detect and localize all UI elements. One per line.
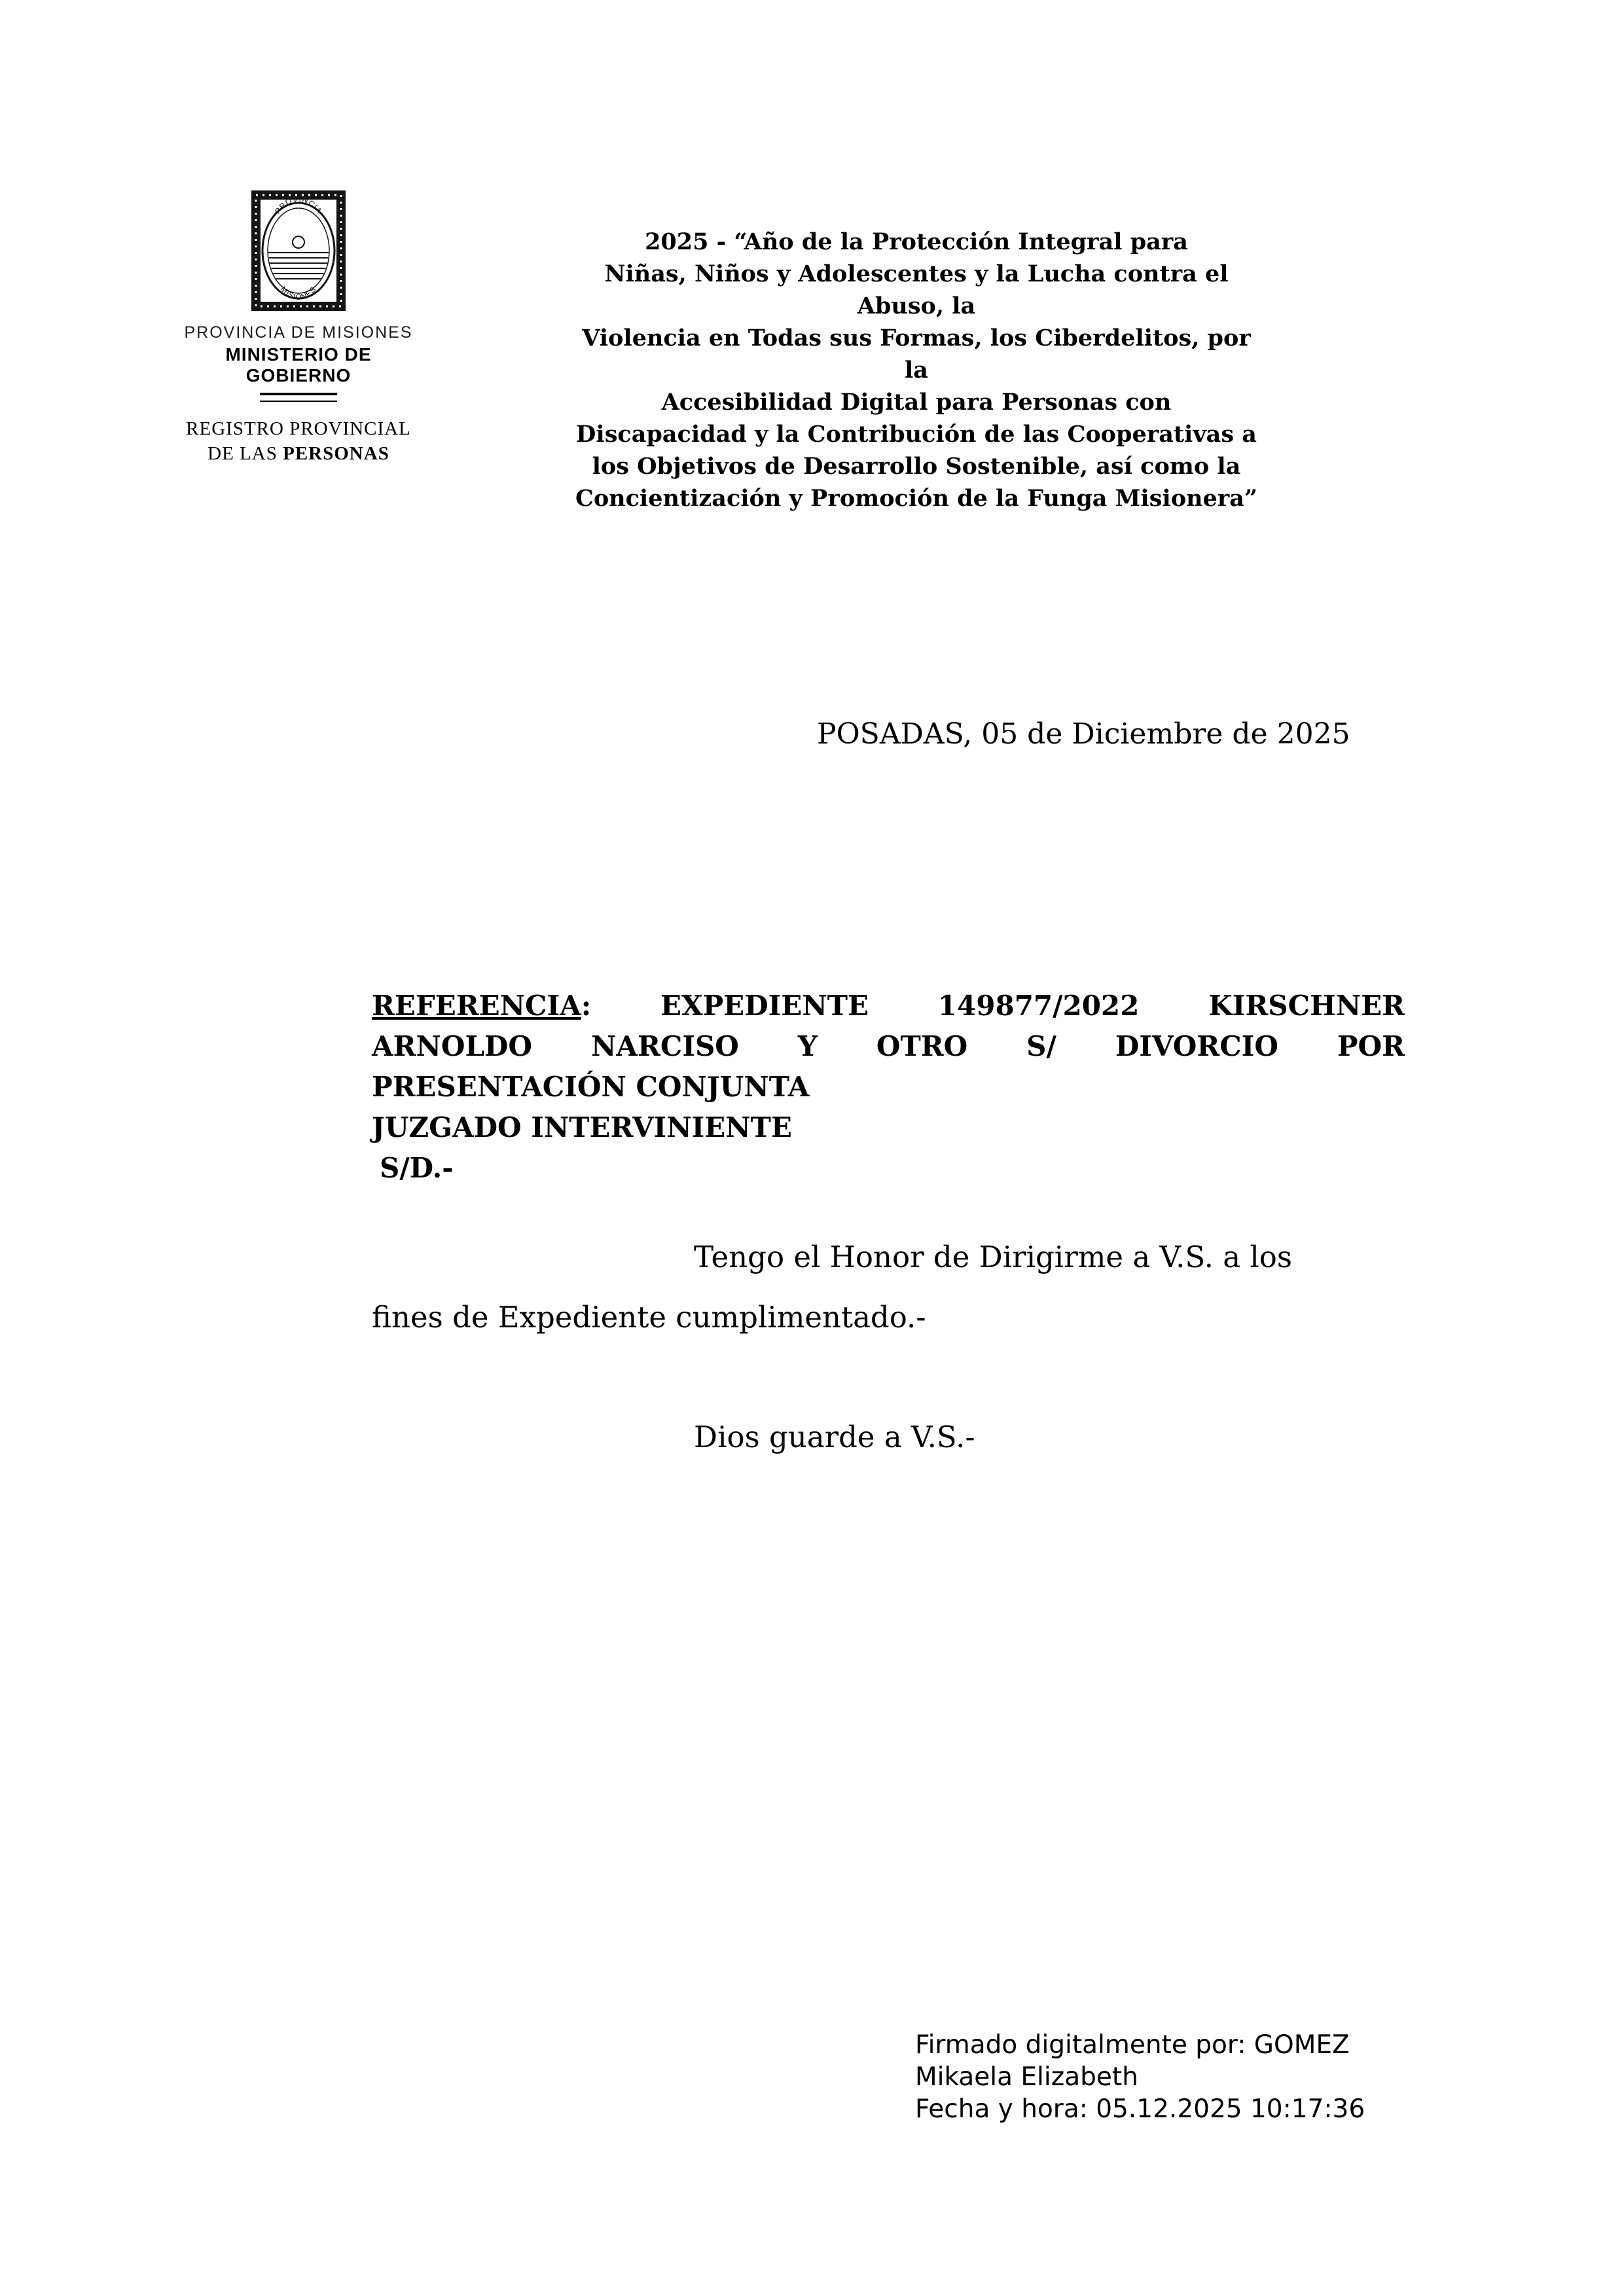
digital-signature-block — [915, 2029, 1471, 2125]
letterhead-province: PROVINCIA DE MISIONES — [184, 323, 413, 342]
closing-line: Dios guarde a V.S.- — [694, 1420, 975, 1454]
registry-line-2-bold: PERSONAS — [283, 443, 389, 464]
motto-line-8: los Objetivos de Desarrollo Sostenible, así como la — [592, 453, 1241, 480]
reference-addressee: S/D.- — [380, 1152, 454, 1184]
reference-line-4: JUZGADO INTERVINIENTE — [372, 1111, 792, 1143]
signature-line-3: Fecha y hora: 05.12.2025 10:17:36 — [915, 2094, 1365, 2124]
year-motto — [520, 226, 1312, 514]
registry-line-1: REGISTRO PROVINCIAL — [186, 418, 411, 439]
reference-line-3: PRESENTACIÓN CONJUNTA — [372, 1071, 810, 1103]
motto-line-2: Niñas, Niños y Adolescentes y la Lucha contra el — [604, 260, 1229, 287]
reference-label: REFERENCIA — [372, 990, 581, 1022]
double-rule-divider — [260, 393, 337, 402]
letterhead-registry — [177, 416, 420, 466]
reference-line-1 — [372, 986, 1405, 1026]
registry-line-2 — [177, 441, 420, 466]
body-paragraph — [372, 1227, 1419, 1348]
motto-line-6: Accesibilidad Digital para Personas con — [661, 389, 1172, 416]
motto-line-4: Violencia en Todas sus Formas, los Ciberdelitos, por — [582, 325, 1251, 351]
signature-line-2: Mikaela Elizabeth — [915, 2062, 1138, 2092]
reference-line-1-rest: : EXPEDIENTE 149877/2022 KIRSCHNER — [581, 990, 1405, 1022]
motto-line-9: Concientización y Promoción de la Funga Misionera” — [575, 485, 1258, 512]
letterhead-ministry: MINISTERIO DE GOBIERNO — [225, 344, 372, 386]
body-line-2: fines de Expediente cumplimentado.- — [372, 1300, 926, 1335]
motto-line-7: Discapacidad y la Contribución de las Cooperativas a — [576, 421, 1257, 448]
motto-line-3: Abuso, la — [857, 293, 976, 319]
motto-line-5: la — [905, 357, 928, 384]
letterhead — [177, 188, 420, 466]
motto-line-1: 2025 - “Año de la Protección Integral para — [645, 228, 1188, 255]
body-line-1: Tengo el Honor de Dirigirme a V.S. a los — [694, 1240, 1292, 1274]
reference-line-2: ARNOLDO NARCISO Y OTRO S/ DIVORCIO POR — [372, 1030, 1405, 1062]
registry-line-2-prefix: DE LAS — [208, 443, 283, 464]
seal-arc-text-top: PROVINCIA — [272, 194, 325, 216]
signature-line-1: Firmado digitalmente por: GOMEZ — [915, 2030, 1350, 2060]
seal-arc-text-bottom: MISIONES — [278, 284, 319, 302]
provincial-seal-logo — [249, 188, 348, 313]
date-line: POSADAS, 05 de Diciembre de 2025 — [817, 717, 1350, 751]
reference-block — [372, 986, 1405, 1189]
